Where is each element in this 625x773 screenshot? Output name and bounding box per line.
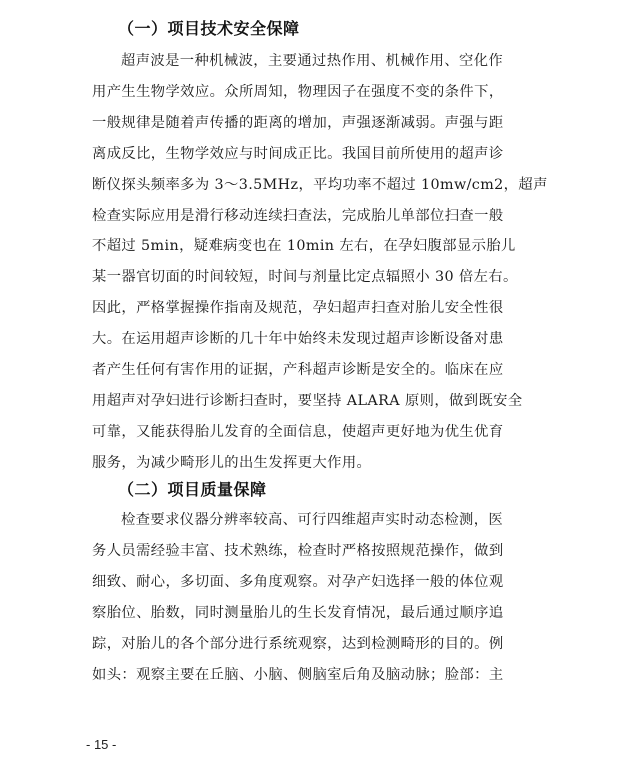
paragraph-line: 大。在运用超声诊断的几十年中始终未发现过超声诊断设备对患 (92, 331, 504, 348)
paragraph-line: 某一器官切面的时间较短，时间与剂量比定点辐照小 30 倍左右。 (92, 269, 518, 286)
paragraph-line: 用超声对孕妇进行诊断扫查时，要坚持 ALARA 原则，做到既安全 (92, 392, 523, 409)
paragraph-line: 如头：观察主要在丘脑、小脑、侧脑室后角及脑动脉；脸部：主 (92, 666, 504, 683)
paragraph-line: 用产生生物学效应。众所周知，物理因子在强度不变的条件下， (92, 83, 504, 100)
paragraph-technical-safety (92, 46, 562, 479)
paragraph-line: 检查要求仪器分辨率较高、可行四维超声实时动态检测，医 (121, 512, 504, 528)
paragraph-line: 断仪探头频率多为 3～3.5MHz，平均功率不超过 10mw/cm2，超声 (92, 176, 548, 193)
paragraph-line: 察胎位、胎数，同时测量胎儿的生长发育情况，最后通过顺序追 (92, 604, 504, 621)
paragraph-line: 一般规律是随着声传播的距离的增加，声强逐渐减弱。声强与距 (92, 114, 504, 131)
page-number: - 15 - (86, 737, 117, 752)
paragraph-line: 务人员需经验丰富、技术熟练，检查时严格按照规范操作，做到 (92, 542, 504, 559)
paragraph-line: 者产生任何有害作用的证据，产科超声诊断是安全的。临床在应 (92, 362, 504, 379)
paragraph-line: 离成反比，生物学效应与时间成正比。我国目前所使用的超声诊 (92, 145, 504, 162)
paragraph-quality-assurance (92, 505, 562, 690)
paragraph-line: 踪，对胎儿的各个部分进行系统观察，达到检测畸形的目的。例 (92, 635, 504, 652)
paragraph-line: 细致、耐心，多切面、多角度观察。对孕产妇选择一般的体位观 (92, 573, 504, 590)
paragraph-line: 超声波是一种机械波，主要通过热作用、机械作用、空化作 (121, 53, 504, 69)
section-heading-technical-safety: （一）项目技术安全保障 (118, 19, 300, 38)
paragraph-line: 服务，为减少畸形儿的出生发挥更大作用。 (92, 454, 372, 471)
paragraph-line: 不超过 5min，疑难病变也在 10min 左右，在孕妇腹部显示胎儿 (92, 238, 516, 255)
section-heading-quality-assurance: （二）项目质量保障 (118, 480, 267, 499)
paragraph-line: 因此，严格掌握操作指南及规范，孕妇超声扫查对胎儿安全性很 (92, 300, 504, 317)
paragraph-line: 可靠，又能获得胎儿发育的全面信息，使超声更好地为优生优育 (92, 423, 504, 440)
paragraph-line: 检查实际应用是滑行移动连续扫查法，完成胎儿单部位扫查一般 (92, 207, 504, 224)
